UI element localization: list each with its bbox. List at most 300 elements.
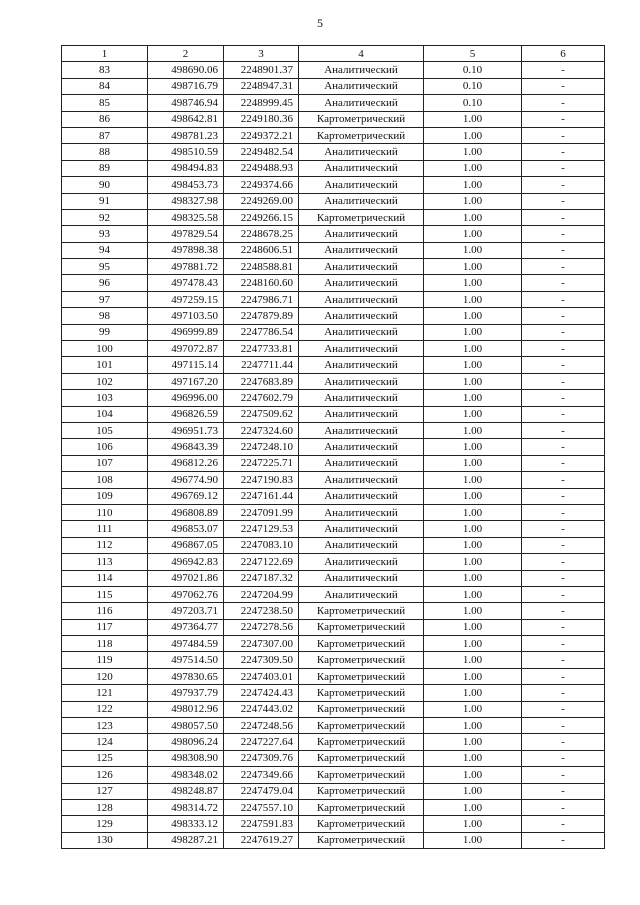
description-cell: -: [522, 603, 605, 619]
method-cell: Аналитический: [299, 177, 424, 193]
method-cell: Аналитический: [299, 144, 424, 160]
x-coordinate-cell: 496826.59: [148, 406, 224, 422]
table-row: [62, 308, 605, 324]
description-cell: -: [522, 78, 605, 94]
description-cell: -: [522, 734, 605, 750]
method-cell: Аналитический: [299, 422, 424, 438]
y-coordinate-cell: 2247122.69: [224, 554, 299, 570]
point-number-cell: 92: [62, 209, 148, 225]
table-row: [62, 701, 605, 717]
y-coordinate-cell: 2247091.99: [224, 504, 299, 520]
method-cell: Аналитический: [299, 95, 424, 111]
description-cell: -: [522, 767, 605, 783]
x-coordinate-cell: 497478.43: [148, 275, 224, 291]
table-row: [62, 816, 605, 832]
y-coordinate-cell: 2247602.79: [224, 390, 299, 406]
description-cell: -: [522, 799, 605, 815]
point-number-cell: 126: [62, 767, 148, 783]
point-number-cell: 121: [62, 685, 148, 701]
x-coordinate-cell: 497484.59: [148, 636, 224, 652]
point-number-cell: 108: [62, 472, 148, 488]
method-cell: Аналитический: [299, 78, 424, 94]
method-cell: Аналитический: [299, 324, 424, 340]
method-cell: Картометрический: [299, 718, 424, 734]
method-cell: Картометрический: [299, 111, 424, 127]
point-number-cell: 88: [62, 144, 148, 160]
x-coordinate-cell: 497514.50: [148, 652, 224, 668]
x-coordinate-cell: 497115.14: [148, 357, 224, 373]
x-coordinate-cell: 496812.26: [148, 455, 224, 471]
method-cell: Картометрический: [299, 127, 424, 143]
method-cell: Аналитический: [299, 226, 424, 242]
y-coordinate-cell: 2247248.56: [224, 718, 299, 734]
table-row: [62, 750, 605, 766]
y-coordinate-cell: 2249266.15: [224, 209, 299, 225]
y-coordinate-cell: 2247190.83: [224, 472, 299, 488]
accuracy-cell: 1.00: [424, 324, 522, 340]
y-coordinate-cell: 2247083.10: [224, 537, 299, 553]
accuracy-cell: 1.00: [424, 291, 522, 307]
point-number-cell: 111: [62, 521, 148, 537]
description-cell: -: [522, 685, 605, 701]
x-coordinate-cell: 497203.71: [148, 603, 224, 619]
accuracy-cell: 1.00: [424, 308, 522, 324]
point-number-cell: 86: [62, 111, 148, 127]
point-number-cell: 113: [62, 554, 148, 570]
table-row: [62, 341, 605, 357]
description-cell: -: [522, 193, 605, 209]
accuracy-cell: 1.00: [424, 685, 522, 701]
table-row: [62, 78, 605, 94]
point-number-cell: 83: [62, 62, 148, 78]
table-row: [62, 455, 605, 471]
accuracy-cell: 1.00: [424, 668, 522, 684]
method-cell: Аналитический: [299, 586, 424, 602]
point-number-cell: 104: [62, 406, 148, 422]
x-coordinate-cell: 498248.87: [148, 783, 224, 799]
description-cell: -: [522, 619, 605, 635]
accuracy-cell: 1.00: [424, 242, 522, 258]
description-cell: -: [522, 652, 605, 668]
y-coordinate-cell: 2247161.44: [224, 488, 299, 504]
accuracy-cell: 1.00: [424, 472, 522, 488]
table-row: [62, 734, 605, 750]
description-cell: -: [522, 160, 605, 176]
description-cell: -: [522, 242, 605, 258]
x-coordinate-cell: 497259.15: [148, 291, 224, 307]
y-coordinate-cell: 2247403.01: [224, 668, 299, 684]
y-coordinate-cell: 2247711.44: [224, 357, 299, 373]
method-cell: Аналитический: [299, 472, 424, 488]
description-cell: -: [522, 144, 605, 160]
method-cell: Картометрический: [299, 832, 424, 848]
description-cell: -: [522, 95, 605, 111]
method-cell: Картометрический: [299, 636, 424, 652]
x-coordinate-cell: 497881.72: [148, 259, 224, 275]
table-row: [62, 422, 605, 438]
point-number-cell: 90: [62, 177, 148, 193]
x-coordinate-cell: 497898.38: [148, 242, 224, 258]
description-cell: -: [522, 275, 605, 291]
y-coordinate-cell: 2247443.02: [224, 701, 299, 717]
description-cell: -: [522, 472, 605, 488]
y-coordinate-cell: 2247879.89: [224, 308, 299, 324]
table-row: [62, 357, 605, 373]
point-number-cell: 128: [62, 799, 148, 815]
method-cell: Аналитический: [299, 275, 424, 291]
table-row: [62, 242, 605, 258]
y-coordinate-cell: 2249180.36: [224, 111, 299, 127]
point-number-cell: 106: [62, 439, 148, 455]
header-cell-6: 6: [522, 46, 605, 62]
point-number-cell: 103: [62, 390, 148, 406]
x-coordinate-cell: 496951.73: [148, 422, 224, 438]
accuracy-cell: 1.00: [424, 406, 522, 422]
method-cell: Картометрический: [299, 750, 424, 766]
x-coordinate-cell: 498057.50: [148, 718, 224, 734]
table-row: [62, 291, 605, 307]
header-cell-4: 4: [299, 46, 424, 62]
accuracy-cell: 0.10: [424, 62, 522, 78]
method-cell: Картометрический: [299, 701, 424, 717]
method-cell: Аналитический: [299, 357, 424, 373]
method-cell: Аналитический: [299, 308, 424, 324]
description-cell: -: [522, 783, 605, 799]
x-coordinate-cell: 496843.39: [148, 439, 224, 455]
description-cell: -: [522, 209, 605, 225]
description-cell: -: [522, 832, 605, 848]
method-cell: Аналитический: [299, 488, 424, 504]
point-number-cell: 110: [62, 504, 148, 520]
y-coordinate-cell: 2248606.51: [224, 242, 299, 258]
accuracy-cell: 1.00: [424, 554, 522, 570]
description-cell: -: [522, 750, 605, 766]
point-number-cell: 112: [62, 537, 148, 553]
table-header-row: [62, 46, 605, 62]
x-coordinate-cell: 498494.83: [148, 160, 224, 176]
x-coordinate-cell: 497103.50: [148, 308, 224, 324]
header-cell-2: 2: [148, 46, 224, 62]
accuracy-cell: 1.00: [424, 341, 522, 357]
method-cell: Картометрический: [299, 209, 424, 225]
method-cell: Аналитический: [299, 439, 424, 455]
accuracy-cell: 1.00: [424, 718, 522, 734]
description-cell: -: [522, 291, 605, 307]
table-row: [62, 586, 605, 602]
method-cell: Картометрический: [299, 619, 424, 635]
y-coordinate-cell: 2248999.45: [224, 95, 299, 111]
table-row: [62, 799, 605, 815]
header-cell-5: 5: [424, 46, 522, 62]
method-cell: Аналитический: [299, 341, 424, 357]
point-number-cell: 122: [62, 701, 148, 717]
description-cell: -: [522, 521, 605, 537]
method-cell: Аналитический: [299, 537, 424, 553]
table-row: [62, 439, 605, 455]
table-row: [62, 783, 605, 799]
method-cell: Аналитический: [299, 390, 424, 406]
method-cell: Картометрический: [299, 685, 424, 701]
description-cell: -: [522, 439, 605, 455]
point-number-cell: 97: [62, 291, 148, 307]
y-coordinate-cell: 2247307.00: [224, 636, 299, 652]
method-cell: Аналитический: [299, 62, 424, 78]
description-cell: -: [522, 554, 605, 570]
description-cell: -: [522, 422, 605, 438]
point-number-cell: 127: [62, 783, 148, 799]
accuracy-cell: 1.00: [424, 537, 522, 553]
table-row: [62, 603, 605, 619]
x-coordinate-cell: 498012.96: [148, 701, 224, 717]
y-coordinate-cell: 2249488.93: [224, 160, 299, 176]
accuracy-cell: 1.00: [424, 209, 522, 225]
method-cell: Аналитический: [299, 406, 424, 422]
point-number-cell: 96: [62, 275, 148, 291]
y-coordinate-cell: 2249372.21: [224, 127, 299, 143]
point-number-cell: 118: [62, 636, 148, 652]
y-coordinate-cell: 2249374.66: [224, 177, 299, 193]
table-row: [62, 832, 605, 848]
method-cell: Аналитический: [299, 570, 424, 586]
point-number-cell: 101: [62, 357, 148, 373]
description-cell: -: [522, 259, 605, 275]
x-coordinate-cell: 497072.87: [148, 341, 224, 357]
table-body: [62, 62, 605, 849]
point-number-cell: 99: [62, 324, 148, 340]
table-row: [62, 390, 605, 406]
method-cell: Картометрический: [299, 799, 424, 815]
x-coordinate-cell: 497830.65: [148, 668, 224, 684]
y-coordinate-cell: 2249269.00: [224, 193, 299, 209]
table-row: [62, 537, 605, 553]
point-number-cell: 98: [62, 308, 148, 324]
table-row: [62, 718, 605, 734]
table-row: [62, 619, 605, 635]
x-coordinate-cell: 498308.90: [148, 750, 224, 766]
table-row: [62, 488, 605, 504]
y-coordinate-cell: 2249482.54: [224, 144, 299, 160]
accuracy-cell: 1.00: [424, 226, 522, 242]
x-coordinate-cell: 496774.90: [148, 472, 224, 488]
description-cell: -: [522, 177, 605, 193]
point-number-cell: 114: [62, 570, 148, 586]
x-coordinate-cell: 496808.89: [148, 504, 224, 520]
table-row: [62, 95, 605, 111]
description-cell: -: [522, 668, 605, 684]
point-number-cell: 89: [62, 160, 148, 176]
accuracy-cell: 1.00: [424, 783, 522, 799]
accuracy-cell: 1.00: [424, 390, 522, 406]
description-cell: -: [522, 341, 605, 357]
x-coordinate-cell: 498690.06: [148, 62, 224, 78]
y-coordinate-cell: 2247309.50: [224, 652, 299, 668]
table-row: [62, 652, 605, 668]
table-row: [62, 144, 605, 160]
description-cell: -: [522, 537, 605, 553]
point-number-cell: 120: [62, 668, 148, 684]
y-coordinate-cell: 2248160.60: [224, 275, 299, 291]
description-cell: -: [522, 62, 605, 78]
y-coordinate-cell: 2247227.64: [224, 734, 299, 750]
method-cell: Картометрический: [299, 603, 424, 619]
y-coordinate-cell: 2247683.89: [224, 373, 299, 389]
table-row: [62, 521, 605, 537]
point-number-cell: 94: [62, 242, 148, 258]
y-coordinate-cell: 2248588.81: [224, 259, 299, 275]
accuracy-cell: 1.00: [424, 144, 522, 160]
accuracy-cell: 1.00: [424, 652, 522, 668]
table-row: [62, 406, 605, 422]
accuracy-cell: 1.00: [424, 373, 522, 389]
y-coordinate-cell: 2247786.54: [224, 324, 299, 340]
description-cell: -: [522, 373, 605, 389]
point-number-cell: 119: [62, 652, 148, 668]
accuracy-cell: 1.00: [424, 455, 522, 471]
accuracy-cell: 1.00: [424, 111, 522, 127]
x-coordinate-cell: 496996.00: [148, 390, 224, 406]
point-number-cell: 109: [62, 488, 148, 504]
description-cell: -: [522, 308, 605, 324]
accuracy-cell: 0.10: [424, 78, 522, 94]
table-row: [62, 62, 605, 78]
method-cell: Аналитический: [299, 521, 424, 537]
accuracy-cell: 0.10: [424, 95, 522, 111]
description-cell: -: [522, 127, 605, 143]
table-row: [62, 636, 605, 652]
table-row: [62, 373, 605, 389]
accuracy-cell: 1.00: [424, 832, 522, 848]
point-number-cell: 105: [62, 422, 148, 438]
y-coordinate-cell: 2247248.10: [224, 439, 299, 455]
x-coordinate-cell: 498096.24: [148, 734, 224, 750]
method-cell: Аналитический: [299, 160, 424, 176]
x-coordinate-cell: 496999.89: [148, 324, 224, 340]
x-coordinate-cell: 498781.23: [148, 127, 224, 143]
method-cell: Аналитический: [299, 455, 424, 471]
accuracy-cell: 1.00: [424, 701, 522, 717]
accuracy-cell: 1.00: [424, 177, 522, 193]
coordinates-table: [61, 45, 605, 849]
method-cell: Картометрический: [299, 767, 424, 783]
accuracy-cell: 1.00: [424, 521, 522, 537]
accuracy-cell: 1.00: [424, 734, 522, 750]
x-coordinate-cell: 497364.77: [148, 619, 224, 635]
table-row: [62, 570, 605, 586]
method-cell: Аналитический: [299, 554, 424, 570]
description-cell: -: [522, 504, 605, 520]
method-cell: Картометрический: [299, 652, 424, 668]
accuracy-cell: 1.00: [424, 816, 522, 832]
table-row: [62, 504, 605, 520]
description-cell: -: [522, 357, 605, 373]
point-number-cell: 129: [62, 816, 148, 832]
point-number-cell: 117: [62, 619, 148, 635]
x-coordinate-cell: 496853.07: [148, 521, 224, 537]
y-coordinate-cell: 2247733.81: [224, 341, 299, 357]
y-coordinate-cell: 2247238.50: [224, 603, 299, 619]
x-coordinate-cell: 497062.76: [148, 586, 224, 602]
description-cell: -: [522, 406, 605, 422]
accuracy-cell: 1.00: [424, 160, 522, 176]
description-cell: -: [522, 636, 605, 652]
point-number-cell: 87: [62, 127, 148, 143]
table-row: [62, 668, 605, 684]
y-coordinate-cell: 2247129.53: [224, 521, 299, 537]
x-coordinate-cell: 498746.94: [148, 95, 224, 111]
table-row: [62, 177, 605, 193]
accuracy-cell: 1.00: [424, 767, 522, 783]
method-cell: Аналитический: [299, 193, 424, 209]
method-cell: Картометрический: [299, 734, 424, 750]
y-coordinate-cell: 2247557.10: [224, 799, 299, 815]
accuracy-cell: 1.00: [424, 259, 522, 275]
x-coordinate-cell: 498642.81: [148, 111, 224, 127]
x-coordinate-cell: 498333.12: [148, 816, 224, 832]
x-coordinate-cell: 498510.59: [148, 144, 224, 160]
x-coordinate-cell: 497829.54: [148, 226, 224, 242]
method-cell: Аналитический: [299, 242, 424, 258]
y-coordinate-cell: 2247509.62: [224, 406, 299, 422]
x-coordinate-cell: 498287.21: [148, 832, 224, 848]
method-cell: Картометрический: [299, 816, 424, 832]
x-coordinate-cell: 498314.72: [148, 799, 224, 815]
accuracy-cell: 1.00: [424, 439, 522, 455]
point-number-cell: 123: [62, 718, 148, 734]
table-row: [62, 472, 605, 488]
point-number-cell: 84: [62, 78, 148, 94]
accuracy-cell: 1.00: [424, 570, 522, 586]
accuracy-cell: 1.00: [424, 636, 522, 652]
y-coordinate-cell: 2247349.66: [224, 767, 299, 783]
point-number-cell: 85: [62, 95, 148, 111]
y-coordinate-cell: 2247309.76: [224, 750, 299, 766]
description-cell: -: [522, 111, 605, 127]
table-row: [62, 127, 605, 143]
x-coordinate-cell: 498325.58: [148, 209, 224, 225]
x-coordinate-cell: 496942.83: [148, 554, 224, 570]
x-coordinate-cell: 498348.02: [148, 767, 224, 783]
point-number-cell: 125: [62, 750, 148, 766]
table-row: [62, 685, 605, 701]
point-number-cell: 107: [62, 455, 148, 471]
description-cell: -: [522, 455, 605, 471]
accuracy-cell: 1.00: [424, 275, 522, 291]
x-coordinate-cell: 496769.12: [148, 488, 224, 504]
point-number-cell: 116: [62, 603, 148, 619]
accuracy-cell: 1.00: [424, 422, 522, 438]
description-cell: -: [522, 488, 605, 504]
description-cell: -: [522, 701, 605, 717]
description-cell: -: [522, 718, 605, 734]
table-row: [62, 259, 605, 275]
y-coordinate-cell: 2247424.43: [224, 685, 299, 701]
y-coordinate-cell: 2247204.99: [224, 586, 299, 602]
header-cell-1: 1: [62, 46, 148, 62]
table-row: [62, 226, 605, 242]
accuracy-cell: 1.00: [424, 193, 522, 209]
y-coordinate-cell: 2248678.25: [224, 226, 299, 242]
y-coordinate-cell: 2247479.04: [224, 783, 299, 799]
y-coordinate-cell: 2247324.60: [224, 422, 299, 438]
point-number-cell: 95: [62, 259, 148, 275]
accuracy-cell: 1.00: [424, 357, 522, 373]
accuracy-cell: 1.00: [424, 488, 522, 504]
method-cell: Картометрический: [299, 783, 424, 799]
y-coordinate-cell: 2247278.56: [224, 619, 299, 635]
method-cell: Аналитический: [299, 291, 424, 307]
description-cell: -: [522, 586, 605, 602]
method-cell: Аналитический: [299, 504, 424, 520]
